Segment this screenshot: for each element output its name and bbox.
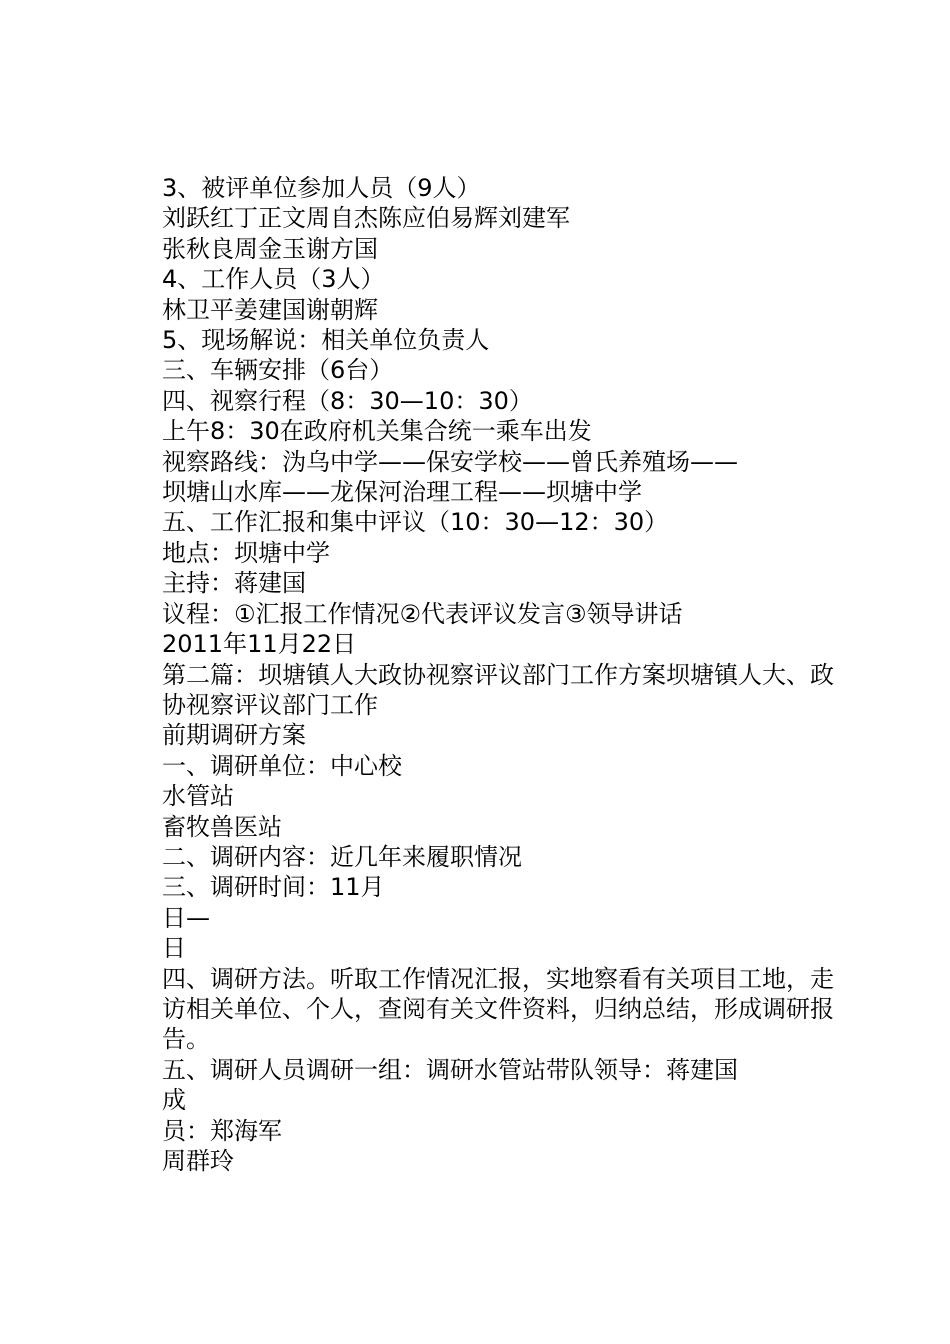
text-line: 五、调研人员调研一组：调研水管站带队领导：蒋建国	[162, 1055, 738, 1084]
document-body	[130, 173, 850, 1176]
text-line: 前期调研方案	[162, 721, 306, 750]
text-line: 主持：蒋建国	[162, 569, 306, 598]
text-line: 2011年11月22日	[162, 630, 357, 659]
text-line: 畜牧兽医站	[162, 812, 282, 841]
text-line: 三、调研时间：11月	[162, 873, 385, 902]
text-line: 日	[162, 934, 186, 963]
text-line: 4、工作人员（3人）	[162, 265, 385, 294]
text-paragraph: 四、调研方法。听取工作情况汇报，实地察看有关项目工地，走访相关单位、个人，查阅有关文件资料，归纳总结，形成调研报告。	[162, 964, 834, 1054]
text-line: 员：郑海军	[162, 1116, 282, 1145]
text-line: 四、视察行程（8：30—10：30）	[162, 386, 533, 415]
text-line: 3、被评单位参加人员（9人）	[162, 174, 481, 202]
text-line: 一、调研单位：中心校	[162, 751, 402, 780]
text-line: 坝塘山水库——龙保河治理工程——坝塘中学	[162, 478, 642, 507]
text-line: 日—	[162, 903, 210, 932]
text-line: 周群玲	[162, 1147, 234, 1175]
text-line: 三、车辆安排（6台）	[162, 356, 394, 385]
text-line: 地点：坝塘中学	[162, 538, 330, 567]
text-line: 议程：①汇报工作情况②代表评议发言③领导讲话	[162, 599, 683, 628]
text-line: 二、调研内容：近几年来履职情况	[162, 842, 522, 871]
text-line: 刘跃红丁正文周自杰陈应伯易辉刘建军	[162, 204, 570, 233]
text-line: 水管站	[162, 782, 234, 811]
text-line: 上午8：30在政府机关集合统一乘车出发	[162, 417, 592, 446]
text-line: 林卫平姜建国谢朝辉	[162, 295, 378, 324]
text-line: 张秋良周金玉谢方国	[162, 234, 378, 263]
text-line: 5、现场解说：相关单位负责人	[162, 326, 490, 355]
text-line: 成	[162, 1086, 186, 1115]
text-line: 五、工作汇报和集中评议（10：30—12：30）	[162, 508, 669, 537]
text-line: 视察路线：沩乌中学——保安学校——曾氏养殖场——	[162, 447, 738, 476]
text-paragraph: 第二篇：坝塘镇人大政协视察评议部门工作方案坝塘镇人大、政协视察评议部门工作	[162, 660, 834, 719]
